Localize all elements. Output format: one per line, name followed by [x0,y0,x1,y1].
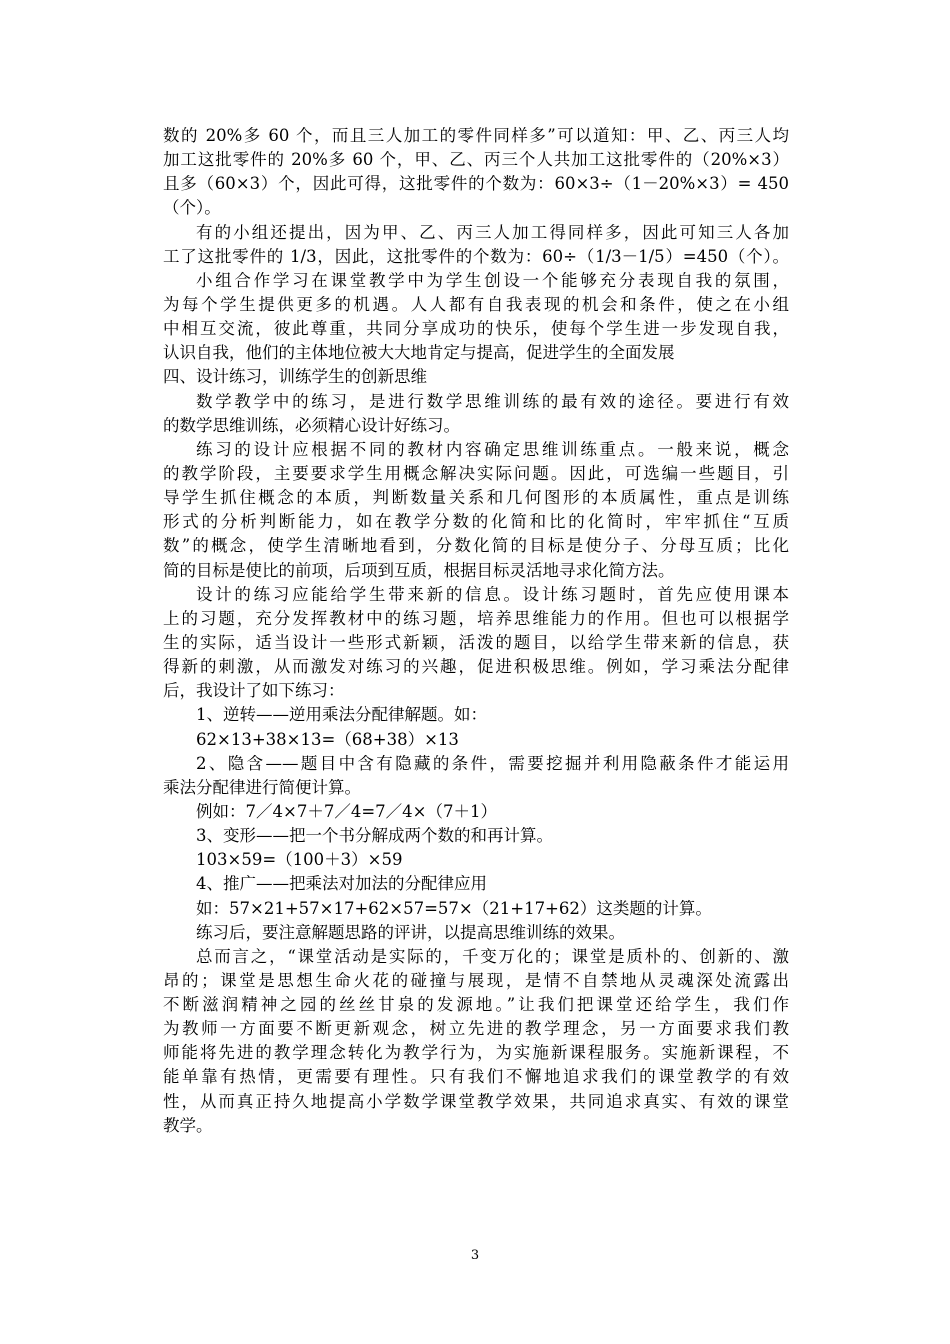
text-line: 教学。 [163,1115,213,1135]
formula-line: 例如：7／4×7＋7／4=7／4×（7＋1） [196,801,497,821]
text-line: 上的习题，充分发挥教材中的练习题，培养思维能力的作用。但也可以根据学 [163,608,789,628]
text-line: 不断滋润精神之园的丝丝甘泉的发源地。”让我们把课堂还给学生，我们作 [163,995,789,1015]
text-line: 导学生抓住概念的本质，判断数量关系和几何图形的本质属性，重点是训练 [163,488,789,508]
formula-line: 62×13+38×13=（68+38）×13 [196,729,459,749]
text-line: 性，从而真正持久地提高小学数学课堂教学效果，共同追求真实、有效的课堂 [163,1091,789,1111]
text-line: 的数学思维训练，必须精心设计好练习。 [163,415,460,435]
text-line: 后，我设计了如下练习： [163,681,345,701]
page-number: 3 [470,1248,480,1263]
text-line: 中相互交流，彼此尊重，共同分享成功的快乐，使每个学生进一步发现自我， [163,319,789,339]
text-line: 生的实际，适当设计一些形式新颖，活泼的题目，以给学生带来新的信息，获 [163,632,789,652]
text-line: 且多（60×3）个，因此可得，这批零件的个数为：60×3÷（1－20%×3）= 450 [163,174,789,194]
formula-line: 103×59=（100＋3）×59 [196,850,403,870]
text-line: 简的目标是使比的前项，后项到互质，根据目标灵活地寻求化简方法。 [163,560,675,580]
section-heading: 四、设计练习，训练学生的创新思维 [163,367,427,387]
text-line: 师能将先进的教学理念转化为教学行为，为实施新课程服务。实施新课程，不 [163,1043,789,1063]
paragraph-first-line: 练习的设计应根据不同的教材内容确定思维训练重点。一般来说，概念 [196,439,789,459]
paragraph-first-line: 小组合作学习在课堂教学中为学生创设一个能够充分表现自我的氛围， [196,270,789,290]
text-line: 昂的；课堂是思想生命火花的碰撞与展现，是情不自禁地从灵魂深处流露出 [163,970,789,990]
text-line: （个）。 [163,198,221,218]
text-line: 能单靠有热情，更需要有理性。只有我们不懈地追求我们的课堂教学的有效 [163,1067,789,1087]
paragraph-first-line: 数学教学中的练习，是进行数学思维训练的最有效的途径。要进行有效 [196,391,789,411]
formula-line: 如：57×21+57×17+62×57=57×（21+17+62）这类题的计算。 [196,898,712,918]
paragraph-first-line: 设计的练习应能给学生带来新的信息。设计练习题时，首先应使用课本 [196,584,789,604]
text-line: 的教学阶段，主要要求学生用概念解决实际问题。因此，可选编一些题目，引 [163,463,789,483]
text-line: 认识自我，他们的主体地位被大大地肯定与提高，促进学生的全面发展 [163,343,675,363]
text-line: 数的 20%多 60 个，而且三人加工的零件同样多”可以道知：甲、乙、丙三人均 [163,126,789,145]
paragraph-first-line: 总而言之，“课堂活动是实际的，千变万化的；课堂是质朴的、创新的、激 [196,946,789,966]
text-line: 加工这批零件的 20%多 60 个，甲、乙、丙三个人共加工这批零件的（20%×3） [163,150,789,170]
body-text [163,124,789,1138]
exercise-line: 1、逆转——逆用乘法分配律解题。如： [196,705,487,725]
text-line: 数”的概念，使学生清晰地看到，分数化简的目标是使分子、分母互质；比化 [163,536,789,556]
text-line: 为每个学生提供更多的机遇。人人都有自我表现的机会和条件，使之在小组 [163,294,789,314]
text-line: 为教师一方面要不断更新观念，树立先进的教学理念，另一方面要求我们教 [163,1019,789,1039]
text-line: 形式的分析判断能力，如在教学分数的化简和比的化简时，牢牢抓住“互质 [163,512,789,532]
text-line: 乘法分配律进行简便计算。 [163,777,361,797]
exercise-line: 4、推广——把乘法对加法的分配律应用 [196,874,487,894]
text-line: 得新的刺激，从而激发对练习的兴趣，促进积极思维。例如，学习乘法分配律 [163,657,789,677]
text-line: 练习后，要注意解题思路的评讲，以提高思维训练的效果。 [196,922,625,942]
exercise-line: 3、变形——把一个书分解成两个数的和再计算。 [196,826,553,846]
exercise-line: 2、隐含——题目中含有隐藏的条件，需要挖掘并利用隐蔽条件才能运用 [196,753,789,773]
paragraph-first-line: 有的小组还提出，因为甲、乙、丙三人加工得同样多，因此可知三人各加 [196,222,789,242]
text-line: 工了这批零件的 1/3，因此，这批零件的个数为：60÷（1/3－1/5）=450（个）。 [163,246,789,266]
